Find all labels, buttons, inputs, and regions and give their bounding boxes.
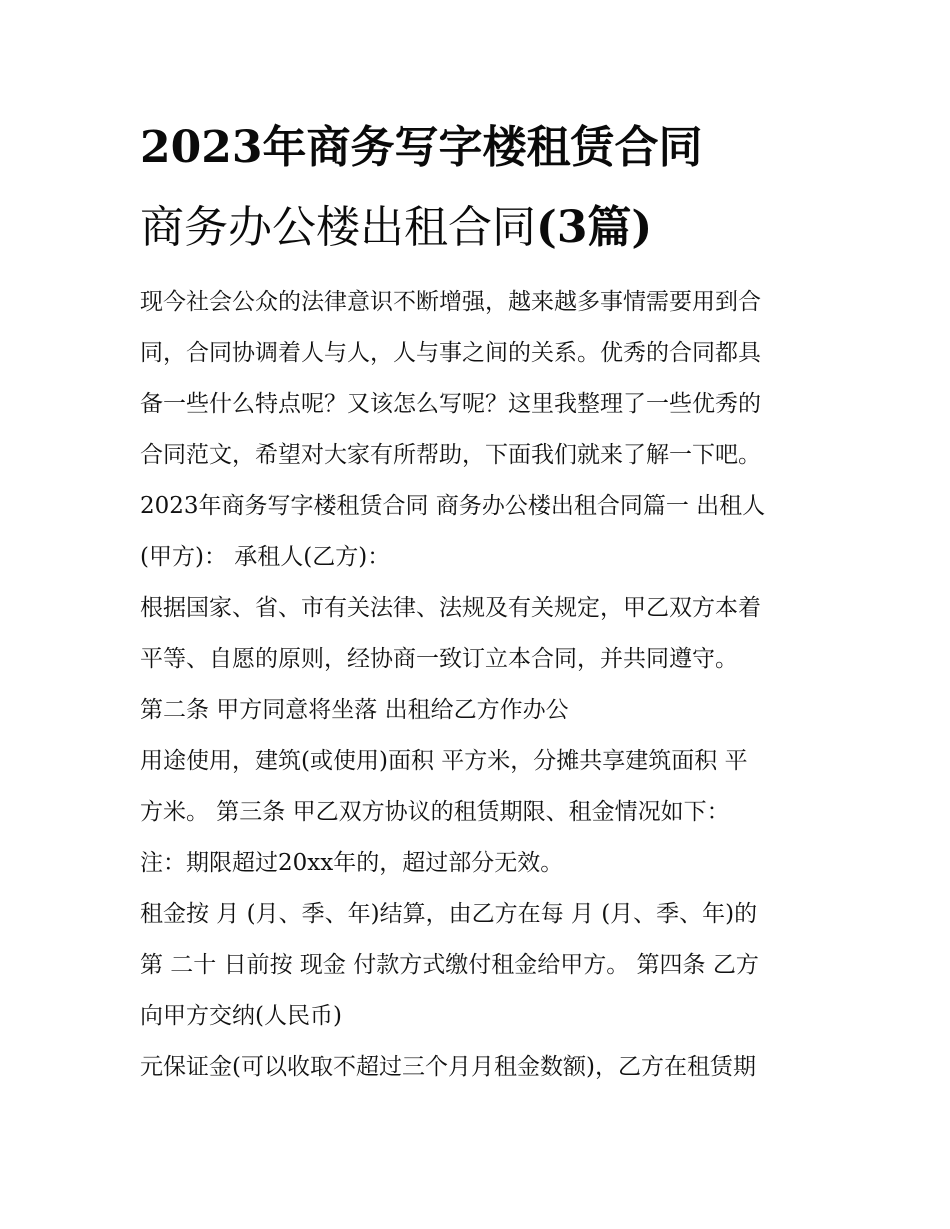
body-line: 平等、自愿的原则，经协商一致订立本合同，并共同遵守。 xyxy=(140,646,738,672)
body-line: 现今社会公众的法律意识不断增强，越来越多事情需要用到合 xyxy=(140,289,761,315)
document-title-line-2-text: 商务办公楼出租合同 xyxy=(140,202,536,253)
document-title-line-1: 2023年商务写字楼租赁合同 xyxy=(140,122,703,173)
document-body xyxy=(140,282,820,1098)
body-line: 同，合同协调着人与人，人与事之间的关系。优秀的合同都具 xyxy=(140,340,761,366)
body-line: 租金按 月 (月、季、年)结算，由乙方在每 月 (月、季、年)的 xyxy=(140,901,758,927)
body-line: 2023年商务写字楼租赁合同 商务办公楼出租合同篇一 出租人 xyxy=(140,493,766,519)
document-title-line-2 xyxy=(140,200,652,256)
body-line: 注：期限超过20xx年的，超过部分无效。 xyxy=(140,850,564,876)
body-line: 合同范文，希望对大家有所帮助，下面我们就来了解一下吧。 xyxy=(140,442,761,468)
body-line: 备一些什么特点呢？又该怎么写呢？这里我整理了一些优秀的 xyxy=(140,391,761,417)
body-line: 第二条 甲方同意将坐落 出租给乙方作办公 xyxy=(140,697,569,723)
body-line: 方米。 第三条 甲乙双方协议的租赁期限、租金情况如下： xyxy=(140,799,730,825)
body-line: 第 二十 日前按 现金 付款方式缴付租金给甲方。 第四条 乙方 xyxy=(140,952,759,978)
document-title-line-2-count: (3篇) xyxy=(536,202,653,253)
body-line: 根据国家、省、市有关法律、法规及有关规定，甲乙双方本着 xyxy=(140,595,761,621)
body-line: 向甲方交纳(人民币) xyxy=(140,1003,342,1029)
body-line: 用途使用，建筑(或使用)面积 平方米，分摊共享建筑面积 平 xyxy=(140,748,748,774)
body-line: (甲方)： 承租人(乙方)： xyxy=(140,544,391,570)
body-line: 元保证金(可以收取不超过三个月月租金数额)，乙方在租赁期 xyxy=(140,1054,756,1080)
